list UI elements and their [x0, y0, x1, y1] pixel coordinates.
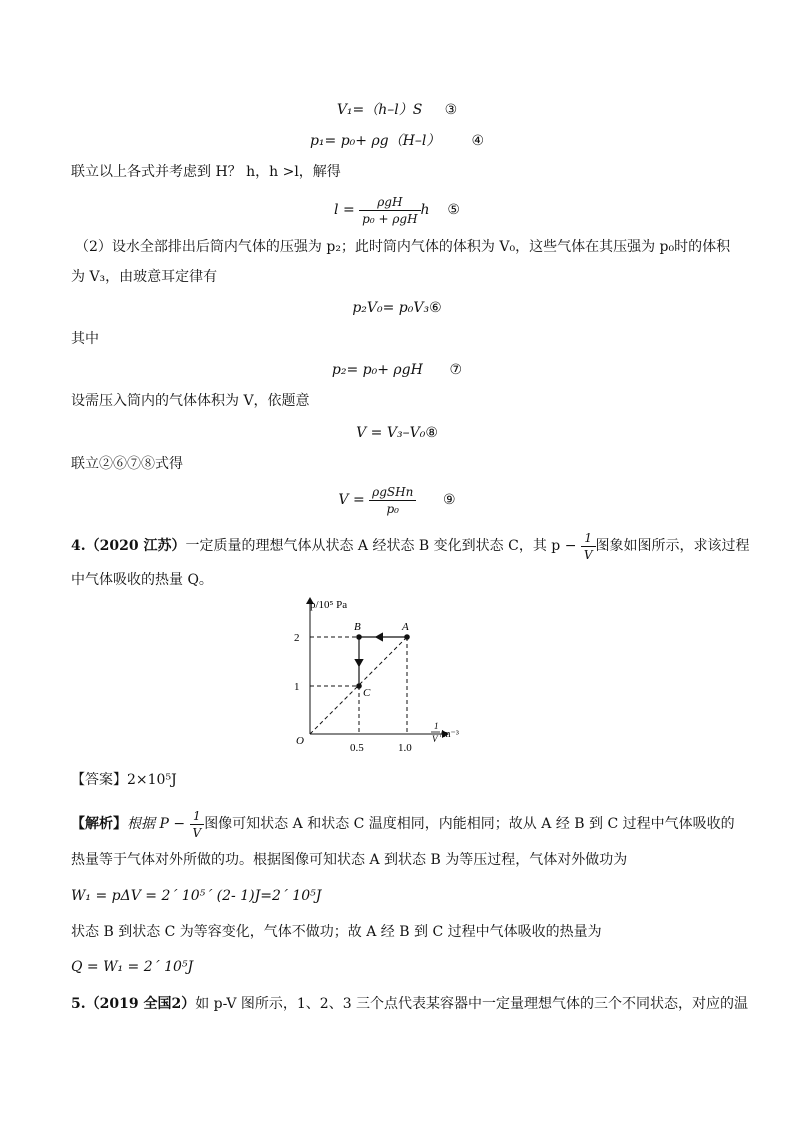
analysis-text-a: 根据 P −: [127, 816, 186, 832]
analysis-frac-den: V: [192, 825, 202, 840]
part2-line-1: （2）设水全部排出后筒内气体的压强为 p₂；此时筒内气体的体积为 V₀，这些气体在其压强为 p₀时的体积: [75, 239, 731, 255]
label-c: C: [363, 687, 371, 699]
eq9-lhs: V =: [338, 492, 365, 508]
label-b: B: [354, 621, 361, 633]
point-c: [356, 683, 362, 689]
question-5-line: [71, 994, 748, 1014]
analysis-label: 【解析】: [71, 816, 127, 832]
equation-4: [0, 131, 794, 151]
answer-line: 【答案】2×10⁵J: [71, 772, 177, 788]
eq3-number: ③: [444, 102, 458, 118]
eq5-fraction: [359, 194, 420, 227]
x-axis-unit: /m⁻³: [440, 729, 459, 740]
eq5-number: ⑤: [447, 202, 460, 218]
eq5-tail: h: [420, 202, 430, 218]
eq9-denominator: p₀: [386, 501, 399, 516]
equation-5: [0, 192, 794, 228]
point-b: [356, 634, 362, 640]
origin-label: O: [296, 735, 304, 747]
part2-line-2: 为 V₃，由玻意耳定律有: [71, 269, 218, 285]
equation-8: [0, 423, 794, 443]
question-5-text: 如 p-V 图所示，1、2、3 三个点代表某容器中一定量理想气体的三个不同状态，对应的温: [195, 996, 749, 1012]
eq5-numerator: ρgH: [359, 194, 420, 211]
eq7-expr: p₂= p₀+ ρgH: [331, 362, 423, 378]
x-tick-05: 0.5: [350, 742, 364, 752]
analysis-fraction: [190, 808, 205, 841]
question-4-line-1: [71, 528, 750, 564]
eq4-number: ④: [471, 133, 485, 149]
eq5-lhs: l =: [334, 202, 355, 218]
y-tick-2: 2: [294, 632, 300, 644]
eq7-number: ⑦: [449, 362, 463, 378]
among-text: 其中: [71, 331, 99, 347]
eq3-expr: V₁=（h–l）S: [336, 102, 423, 118]
analysis-line-1: [71, 806, 735, 842]
analysis-text-b: 图像可知状态 A 和状态 C 温度相同，内能相同；故从 A 经 B 到 C 过程中气体吸收的: [204, 816, 735, 832]
point-a: [404, 634, 410, 640]
eq9-numerator: ρgSHn: [369, 484, 416, 501]
analysis-line-4: 状态 B 到状态 C 为等容变化，气体不做功；故 A 经 B 到 C 过程中气体吸收的热量为: [71, 924, 602, 940]
p-inverse-v-graph: [280, 592, 460, 752]
solve-text: 联立以上各式并考虑到 H？ h，h >l，解得: [71, 164, 341, 180]
analysis-frac-num: 1: [190, 808, 205, 825]
eq5-denominator: p₀ + ρgH: [362, 211, 418, 226]
eq9-number: ⑨: [443, 492, 456, 508]
eq8-expr: V = V₃–V₀: [356, 425, 426, 441]
eq6-number: ⑥: [429, 300, 442, 316]
eq8-number: ⑧: [425, 425, 438, 441]
equation-7: [0, 360, 794, 380]
question-4-text-a: 一定质量的理想气体从状态 A 经状态 B 变化到状态 C，其 p −: [185, 538, 577, 554]
y-axis-label: p/10⁵ Pa: [310, 599, 348, 611]
eq4-expr: p₁= p₀+ ρg（H–l）: [309, 133, 441, 149]
question-4-frac-den: V: [583, 547, 593, 562]
analysis-work-equation: W₁ = pΔV = 2´ 10⁵´ (2- 1)J=2´ 10⁵J: [71, 888, 322, 904]
combine-text: 联立②⑥⑦⑧式得: [71, 456, 183, 472]
equation-9: [0, 482, 794, 518]
y-tick-1: 1: [294, 681, 300, 693]
question-4-frac-num: 1: [581, 530, 596, 547]
set-v-text: 设需压入筒内的气体体积为 V，依题意: [71, 393, 310, 409]
question-4-line-2: 中气体吸收的热量 Q。: [71, 572, 213, 588]
equation-3: [0, 100, 794, 120]
question-4-label: 4.（2020 江苏）: [71, 538, 186, 554]
analysis-heat-equation: Q = W₁ = 2´ 10⁵J: [71, 959, 194, 975]
x-label-frac-den: V: [432, 734, 438, 744]
x-label-frac-num: 1: [434, 721, 439, 731]
question-4-text-b: 图象如图所示，求该过程: [595, 538, 750, 554]
x-tick-10: 1.0: [398, 742, 412, 752]
question-4-fraction: [581, 530, 596, 563]
question-5-label: 5.（2019 全国2）: [71, 996, 196, 1012]
equation-6: [0, 298, 794, 318]
eq6-expr: p₂V₀= p₀V₃: [352, 300, 430, 316]
label-a: A: [402, 621, 409, 633]
eq9-fraction: [369, 484, 416, 517]
analysis-line-2: 热量等于气体对外所做的功。根据图像可知状态 A 到状态 B 为等压过程，气体对外做功为: [71, 852, 628, 868]
